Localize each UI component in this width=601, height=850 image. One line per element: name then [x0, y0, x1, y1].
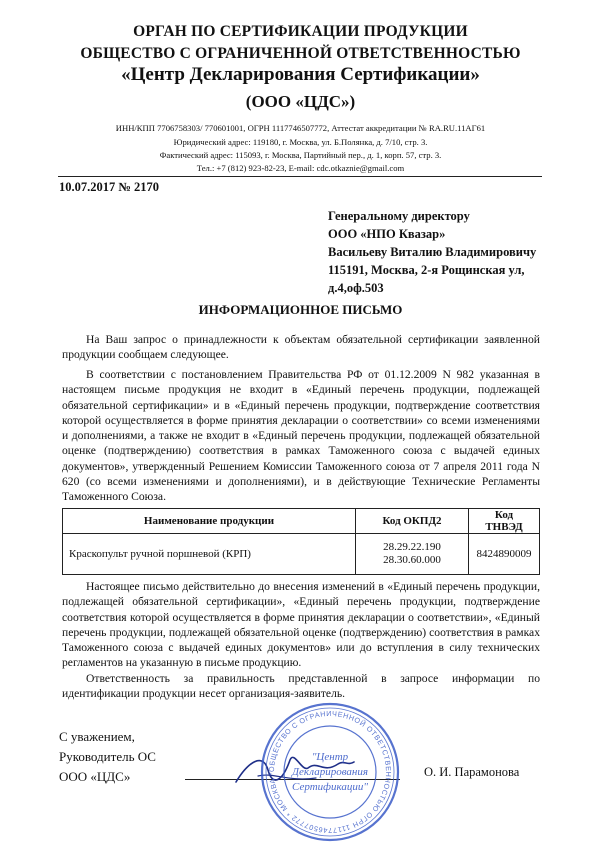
letter-title: ИНФОРМАЦИОННОЕ ПИСЬМО — [198, 302, 403, 317]
org-requisites-inn: ИНН/КПП 7706758303/ 770601001, ОГРН 1117746507772, Аттестат аккредитации № RA.RU.11АГ61 — [115, 123, 486, 133]
org-name: «Центр Декларирования Сертификации» — [121, 64, 480, 85]
header-divider — [58, 176, 542, 177]
stamp-text: "Центр — [311, 751, 349, 763]
addressee-line: Генеральному директору — [328, 209, 470, 223]
addressee-line: 115191, Москва, 2-я Рощинская ул, — [328, 263, 525, 277]
column-header-tnved: Код ТНВЭД — [469, 509, 540, 534]
addressee-block — [328, 207, 558, 297]
paragraph-request: На Ваш запрос о принадлежности к объектам обязательной сертификации заявленной продукции сообщаем следующее. — [62, 333, 540, 362]
org-header-line2: ОБЩЕСТВО С ОГРАНИЧЕННОЙ ОТВЕТСТВЕННОСТЬЮ — [80, 45, 521, 62]
closing-regards: С уважением, — [59, 729, 135, 744]
signature-block — [59, 727, 156, 787]
cell-okpd2 — [356, 534, 469, 575]
signer-organization: ООО «ЦДС» — [59, 769, 131, 784]
signer-position: Руководитель ОС — [59, 749, 156, 764]
paragraph-regulation: В соответствии с постановлением Правительства РФ от 01.12.2009 N 982 указанная в настоящем письме продукция не входит в «Единый перечень продукции, подлежащей обязательной сертификации» и в «Единый перечень продукции, подтверждение соответствия которой осуществляется в форме принятия декларации о соответствии» со всеми изменениями и дополнениями, а также не входит в «Единый перечень продукции, подлежащей обязательной оценке (подтверждению) соответствия в рамках Таможенного союза с выдачей единых документов», утвержденный Решением Комиссии Таможенного союза от 7 апреля 2011 года N 620 (со всеми изменениями и дополнениями), и в действующие Технические Регламенты Таможенного Союза. — [62, 368, 540, 504]
paragraph-responsibility: Ответственность за правильность представленной в запросе информации по идентификации продукции несет организация-заявитель. — [62, 672, 540, 701]
document-number: 10.07.2017 № 2170 — [59, 180, 160, 194]
paragraph-validity: Настоящее письмо действительно до внесения изменений в «Единый перечень продукции, подлежащей обязательной сертификации», «Единый перечень продукции, подтверждение соответствия которой осуществляется в форме принятия декларации о соответствии», «Единый перечень продукции, подлежащей обязательной оценке (подтверждению) соответствия в рамках Таможенного союза с выдачей единых документов» или до вступления в силу технических регламентов на указанную в письме продукцию. — [62, 580, 540, 670]
signer-name: О. И. Парамонова — [424, 765, 520, 779]
addressee-line: ООО «НПО Квазар» — [328, 227, 446, 241]
stamp-ring-text: ОБЩЕСТВО С ОГРАНИЧЕННОЙ ОТВЕТСТВЕННОСТЬЮ ОГРН 1117746507772 * МОСКВА * — [266, 708, 394, 836]
addressee-line: Васильеву Виталию Владимировичу — [328, 245, 537, 259]
column-header-okpd2: Код ОКПД2 — [356, 509, 469, 534]
product-table — [62, 508, 540, 575]
cell-product-name: Краскопульт ручной поршневой (КРП) — [63, 534, 356, 575]
org-contacts: Тел.: +7 (812) 923-82-23, E-mail: cdc.otkaznie@gmail.com — [196, 163, 405, 173]
okpd2-code: 28.29.22.190 — [383, 541, 441, 553]
org-legal-address: Юридический адрес: 119180, г. Москва, ул. Б.Полянка, д. 7/10, стр. 3. — [173, 137, 428, 147]
okpd2-code: 28.30.60.000 — [383, 554, 441, 566]
organization-stamp — [258, 700, 402, 844]
cell-tnved: 8424890009 — [469, 534, 540, 575]
table-header-row — [63, 509, 540, 534]
table-row — [63, 534, 540, 575]
stamp-text: Декларирования — [292, 766, 368, 778]
column-header-product: Наименование продукции — [63, 509, 356, 534]
stamp-text: Сертификации" — [292, 781, 368, 793]
org-actual-address: Фактический адрес: 115093, г. Москва, Партийный пер., д. 1, корп. 57, стр. 3. — [159, 150, 442, 160]
org-short-name: (ООО «ЦДС») — [245, 92, 356, 111]
addressee-line: д.4,оф.503 — [328, 281, 384, 295]
org-header-line1: ОРГАН ПО СЕРТИФИКАЦИИ ПРОДУКЦИИ — [133, 23, 468, 40]
